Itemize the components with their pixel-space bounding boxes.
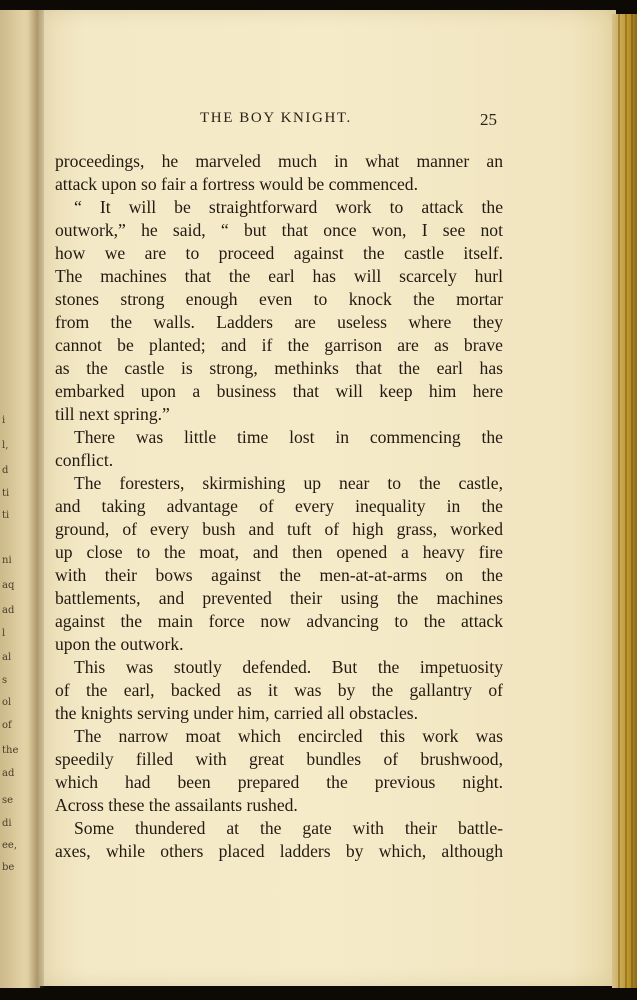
facing-page-fragment: of <box>2 720 12 731</box>
text-line: up close to the moat, and then opened a heavy fire <box>55 542 503 562</box>
text-line: conflict. <box>55 450 114 470</box>
text-line: stones strong enough even to knock the mortar <box>55 289 503 309</box>
text-line: of the earl, backed as it was by the gallantry of <box>55 680 503 700</box>
facing-page-fragment: l <box>2 628 6 639</box>
page-gutter-shadow <box>28 10 44 988</box>
text-line: cannot be planted; and if the garrison are as brave <box>55 335 503 355</box>
text-line: “ It will be straightforward work to attack the <box>74 197 503 217</box>
facing-page-fragment: ti <box>2 510 10 521</box>
text-line: The machines that the earl has will scarcely hurl <box>55 266 503 286</box>
running-head: THE BOY KNIGHT. <box>200 110 352 126</box>
text-line: how we are to proceed against the castle itself. <box>55 243 503 263</box>
text-line: with their bows against the men-at-at-arms on the <box>55 565 503 585</box>
text-line: speedily filled with great bundles of brushwood, <box>55 749 503 769</box>
text-line: Across these the assailants rushed. <box>55 795 298 815</box>
facing-page-fragment: s <box>2 675 8 686</box>
page-body-text <box>55 150 503 863</box>
text-line: till next spring.” <box>55 404 170 424</box>
text-line: battlements, and prevented their using the machines <box>55 588 503 608</box>
facing-page-fragment: al <box>2 652 12 663</box>
text-line: from the walls. Ladders are useless where they <box>55 312 503 332</box>
text-line: proceedings, he marveled much in what manner an <box>55 151 503 171</box>
facing-page-fragment: l, <box>2 440 9 451</box>
facing-page-fragment: aq <box>2 580 15 591</box>
text-line: as the castle is strong, methinks that the earl has <box>55 358 503 378</box>
facing-page-text-fragments <box>0 0 30 1000</box>
text-line: and taking advantage of every inequality in the <box>55 496 503 516</box>
facing-page-fragment: i <box>2 415 6 426</box>
book-page <box>38 10 616 986</box>
text-line: axes, while others placed ladders by which, although <box>55 841 503 861</box>
text-line: attack upon so fair a fortress would be commenced. <box>55 174 418 194</box>
text-line: This was stoutly defended. But the impetuosity <box>74 657 503 677</box>
text-line: the knights serving under him, carried all obstacles. <box>55 703 419 723</box>
text-line: ground, of every bush and tuft of high grass, worked <box>55 519 503 539</box>
text-line: There was little time lost in commencing the <box>74 427 503 447</box>
facing-page-fragment: ol <box>2 697 12 708</box>
text-line: outwork,” he said, “ but that once won, I see not <box>55 220 503 240</box>
facing-page-fragment: ee, <box>2 840 18 851</box>
facing-page-fragment: d <box>2 465 9 476</box>
text-line: Some thundered at the gate with their battle- <box>74 818 503 838</box>
facing-page-fragment: ni <box>2 555 12 566</box>
text-line: which had been prepared the previous night. <box>55 772 503 792</box>
gilt-page-edges <box>612 14 637 988</box>
facing-page-fragment: se <box>2 795 14 806</box>
text-line: upon the outwork. <box>55 634 184 654</box>
facing-page-fragment: ad <box>2 605 15 616</box>
text-line: against the main force now advancing to the attack <box>55 611 503 631</box>
facing-page-fragment: be <box>2 862 15 873</box>
page-header <box>38 110 616 134</box>
text-line: The foresters, skirmishing up near to the castle, <box>74 473 503 493</box>
facing-page-fragment: ad <box>2 768 15 779</box>
text-line: The narrow moat which encircled this work was <box>74 726 503 746</box>
page-number: 25 <box>480 110 497 129</box>
text-line: embarked upon a business that will keep him here <box>55 381 503 401</box>
facing-page-fragment: ti <box>2 488 10 499</box>
facing-page-fragment: di <box>2 818 12 829</box>
facing-page-fragment: the <box>2 745 19 756</box>
